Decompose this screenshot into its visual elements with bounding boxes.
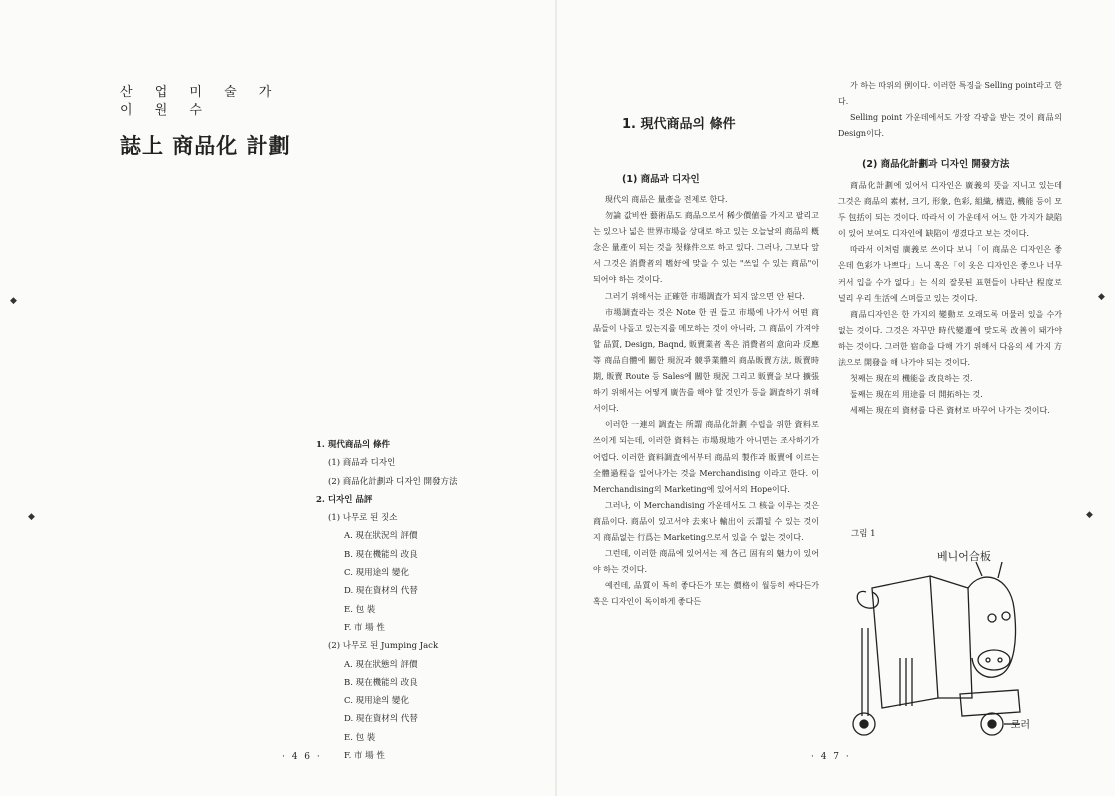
toc-item: B. 現在機能의 改良 <box>344 549 418 560</box>
section-title: 1. 現代商品의 條件 <box>622 117 736 132</box>
body-paragraph: 勿論 값비싼 藝術品도 商品으로서 稀少價値를 가지고 팔리고는 있으나 넓은 世界市場을 상대로 하고 있는 오늘날의 商品의 槪念은 量產이 되는 것을 첫條件으로 하고 있다. 그러나, 그보다 앞서 그것은 消費者의 嗜好에 맞을 수 있는 "쓰일 수 있는 商品"이 되어야 하는 것이다. <box>593 211 819 285</box>
page-number-right: · 4 7 · <box>811 752 851 762</box>
toc-item: (2) 商品化計劃과 디자인 開發方法 <box>328 476 458 487</box>
body-paragraph: 세째는 現在의 資材를 다른 資材로 바꾸어 나가는 것이다. <box>850 406 1050 416</box>
toc-item: 1. 現代商品의 條件 <box>316 440 391 450</box>
table-of-contents <box>316 436 458 765</box>
article-title: 誌上 商品化 計劃 <box>120 134 291 158</box>
body-paragraph: 그러나, 이 Merchandising 가운데서도 그 核을 이루는 것은 商品이다. 商品이 있고서야 去來나 輸出이 云謂될 수 있는 것이지 商品없는 行爲는 Marketing으로서 있을 수 없는 것이다. <box>593 500 819 542</box>
page-number-left: · 4 6 · <box>282 752 322 762</box>
left-page <box>0 0 557 796</box>
body-paragraph: 그런데, 이러한 商品에 있어서는 제 各己 固有의 魅力이 있어야 하는 것이다. <box>593 549 819 575</box>
sketch-note-top: 베니어合板 <box>937 550 991 563</box>
toc-item: B. 現在機能의 改良 <box>344 677 418 688</box>
body-paragraph: 이러한 一連의 調査는 所謂 商品化計劃 수립을 위한 資料로 쓰이게 되는데, 이러한 資料는 市場現地가 아니면는 조사하기가 어렵다. 이러한 資料調査에서부터 商品의 製作과 販賣에 이르는 全體過程을 일어나가는 것을 Merchandising 이라고 한다. 이 Merchandising의 Marketing에 있어서의 Hope이다. <box>593 420 819 494</box>
sketch-note-bottom: 로러 <box>1010 720 1030 731</box>
binding-mark-icon: ◆ <box>1098 292 1105 302</box>
body-paragraph: 둘째는 現在의 用途를 더 開拓하는 것. <box>850 390 983 400</box>
toc-item: A. 現在狀態의 評價 <box>344 659 418 670</box>
toc-item: (2) 나무로 된 Jumping Jack <box>328 641 439 652</box>
toc-item: (1) 나무로 된 짓소 <box>328 513 398 524</box>
body-paragraph: 그러기 위해서는 正確한 市場調査가 되지 않으면 안 된다. <box>605 291 805 301</box>
subsection-title-1: (1) 商品과 디자인 <box>622 174 700 185</box>
body-column-2-top <box>838 78 1062 142</box>
body-paragraph: 商品디자인은 한 가지의 變動로 오래도록 머물러 있을 수가 없는 것이다. 그것은 자꾸만 時代變遷에 맞도록 改善이 돼가야 하는 것이다. 그러한 宿命을 다해 가기 위해서 다음의 세 가지 方法으로 開發을 해 나가야 되는 것이다. <box>838 309 1062 368</box>
body-paragraph: 現代의 商品은 量產을 전제로 한다. <box>605 195 728 204</box>
toy-sketch-figure <box>842 548 1028 744</box>
binding-mark-icon: ◆ <box>10 296 17 306</box>
body-column-2 <box>838 178 1062 419</box>
author-credit <box>120 84 280 120</box>
subsection-title-2: (2) 商品化計劃과 디자인 開發方法 <box>862 159 1010 170</box>
body-paragraph: 첫째는 現在의 機能을 改良하는 것. <box>850 374 973 384</box>
toc-item: D. 現在資材의 代替 <box>344 586 418 597</box>
toc-item: A. 現在狀況의 評價 <box>344 531 418 542</box>
toc-item: F. 市 場 性 <box>344 622 385 633</box>
binding-mark-icon: ◆ <box>1086 510 1093 520</box>
toc-item: C. 現用途의 變化 <box>344 568 410 579</box>
body-paragraph: 商品化計劃에 있어서 디자인은 廣義의 뜻을 지니고 있는데 그것은 商品의 素材, 크기, 形象, 色彩, 組織, 構造, 機能 등이 모두 包括이 되는 것이다. 따라서 이 가운데서 어느 한 가지가 缺陷이 있어 보여도 디자인에 缺陷이 생겼다고 보는 것이다. <box>838 181 1062 239</box>
toc-item: C. 現用途의 變化 <box>344 696 410 707</box>
toc-item: F. 市 場 性 <box>344 751 385 762</box>
toc-item: E. 包 裝 <box>344 604 376 615</box>
body-paragraph: 가 하는 따위의 例이다. 이러한 특징을 Selling point라고 한다. <box>838 81 1062 107</box>
toc-item: 2. 디자인 品評 <box>316 494 373 505</box>
body-paragraph: 예컨데, 品質이 특히 좋다든가 또는 價格이 월등히 싸다든가 혹은 디자인이 독이하게 좋다든 <box>593 581 819 607</box>
toc-item: E. 包 裝 <box>344 732 376 743</box>
author-title: 산 업 미 술 가 <box>120 85 281 100</box>
toc-item: D. 現在資材의 代替 <box>344 714 418 725</box>
toc-item: (1) 商品과 디자인 <box>328 458 396 469</box>
body-paragraph: 市場調査라는 것은 Note 한 권 들고 市場에 나가서 어떤 商品들이 나돌고 있는지를 메모하는 것이 아니라, 그 商品이 가져야 할 品質, Design, Baqnd, 販賣業者 혹은 消費者의 意向과 反應等 商品自體에 關한 現況과 競爭業體의 商品販賣方法, 販賣時期, 販賣 Route 등 Sales에 關한 現況 그리고 販賣을 보다 擴張하기 위해서는 어떻게 廣告를 해야 할 것인가 등을 調査하기 위해서이다. <box>593 307 819 414</box>
binding-mark-icon: ◆ <box>28 512 35 522</box>
body-paragraph: Selling point 가운데에서도 가장 각광을 받는 것이 商品의 Design이다. <box>838 113 1062 139</box>
figure-label: 그림 1 <box>851 529 876 539</box>
body-paragraph: 따라서 이처럼 廣義로 쓰이다 보니「이 商品은 디자인은 좋은데 色彩가 나쁘다」느니 혹은「이 옷은 디자인은 좋으나 너무 커서 입을 수가 없다」는 식의 잘못된 표현들이 나타난 程度로 널리 우리 生活에 스며들고 있는 것이다. <box>838 245 1062 303</box>
author-name: 이 원 수 <box>120 103 211 118</box>
body-column-1 <box>593 192 819 610</box>
